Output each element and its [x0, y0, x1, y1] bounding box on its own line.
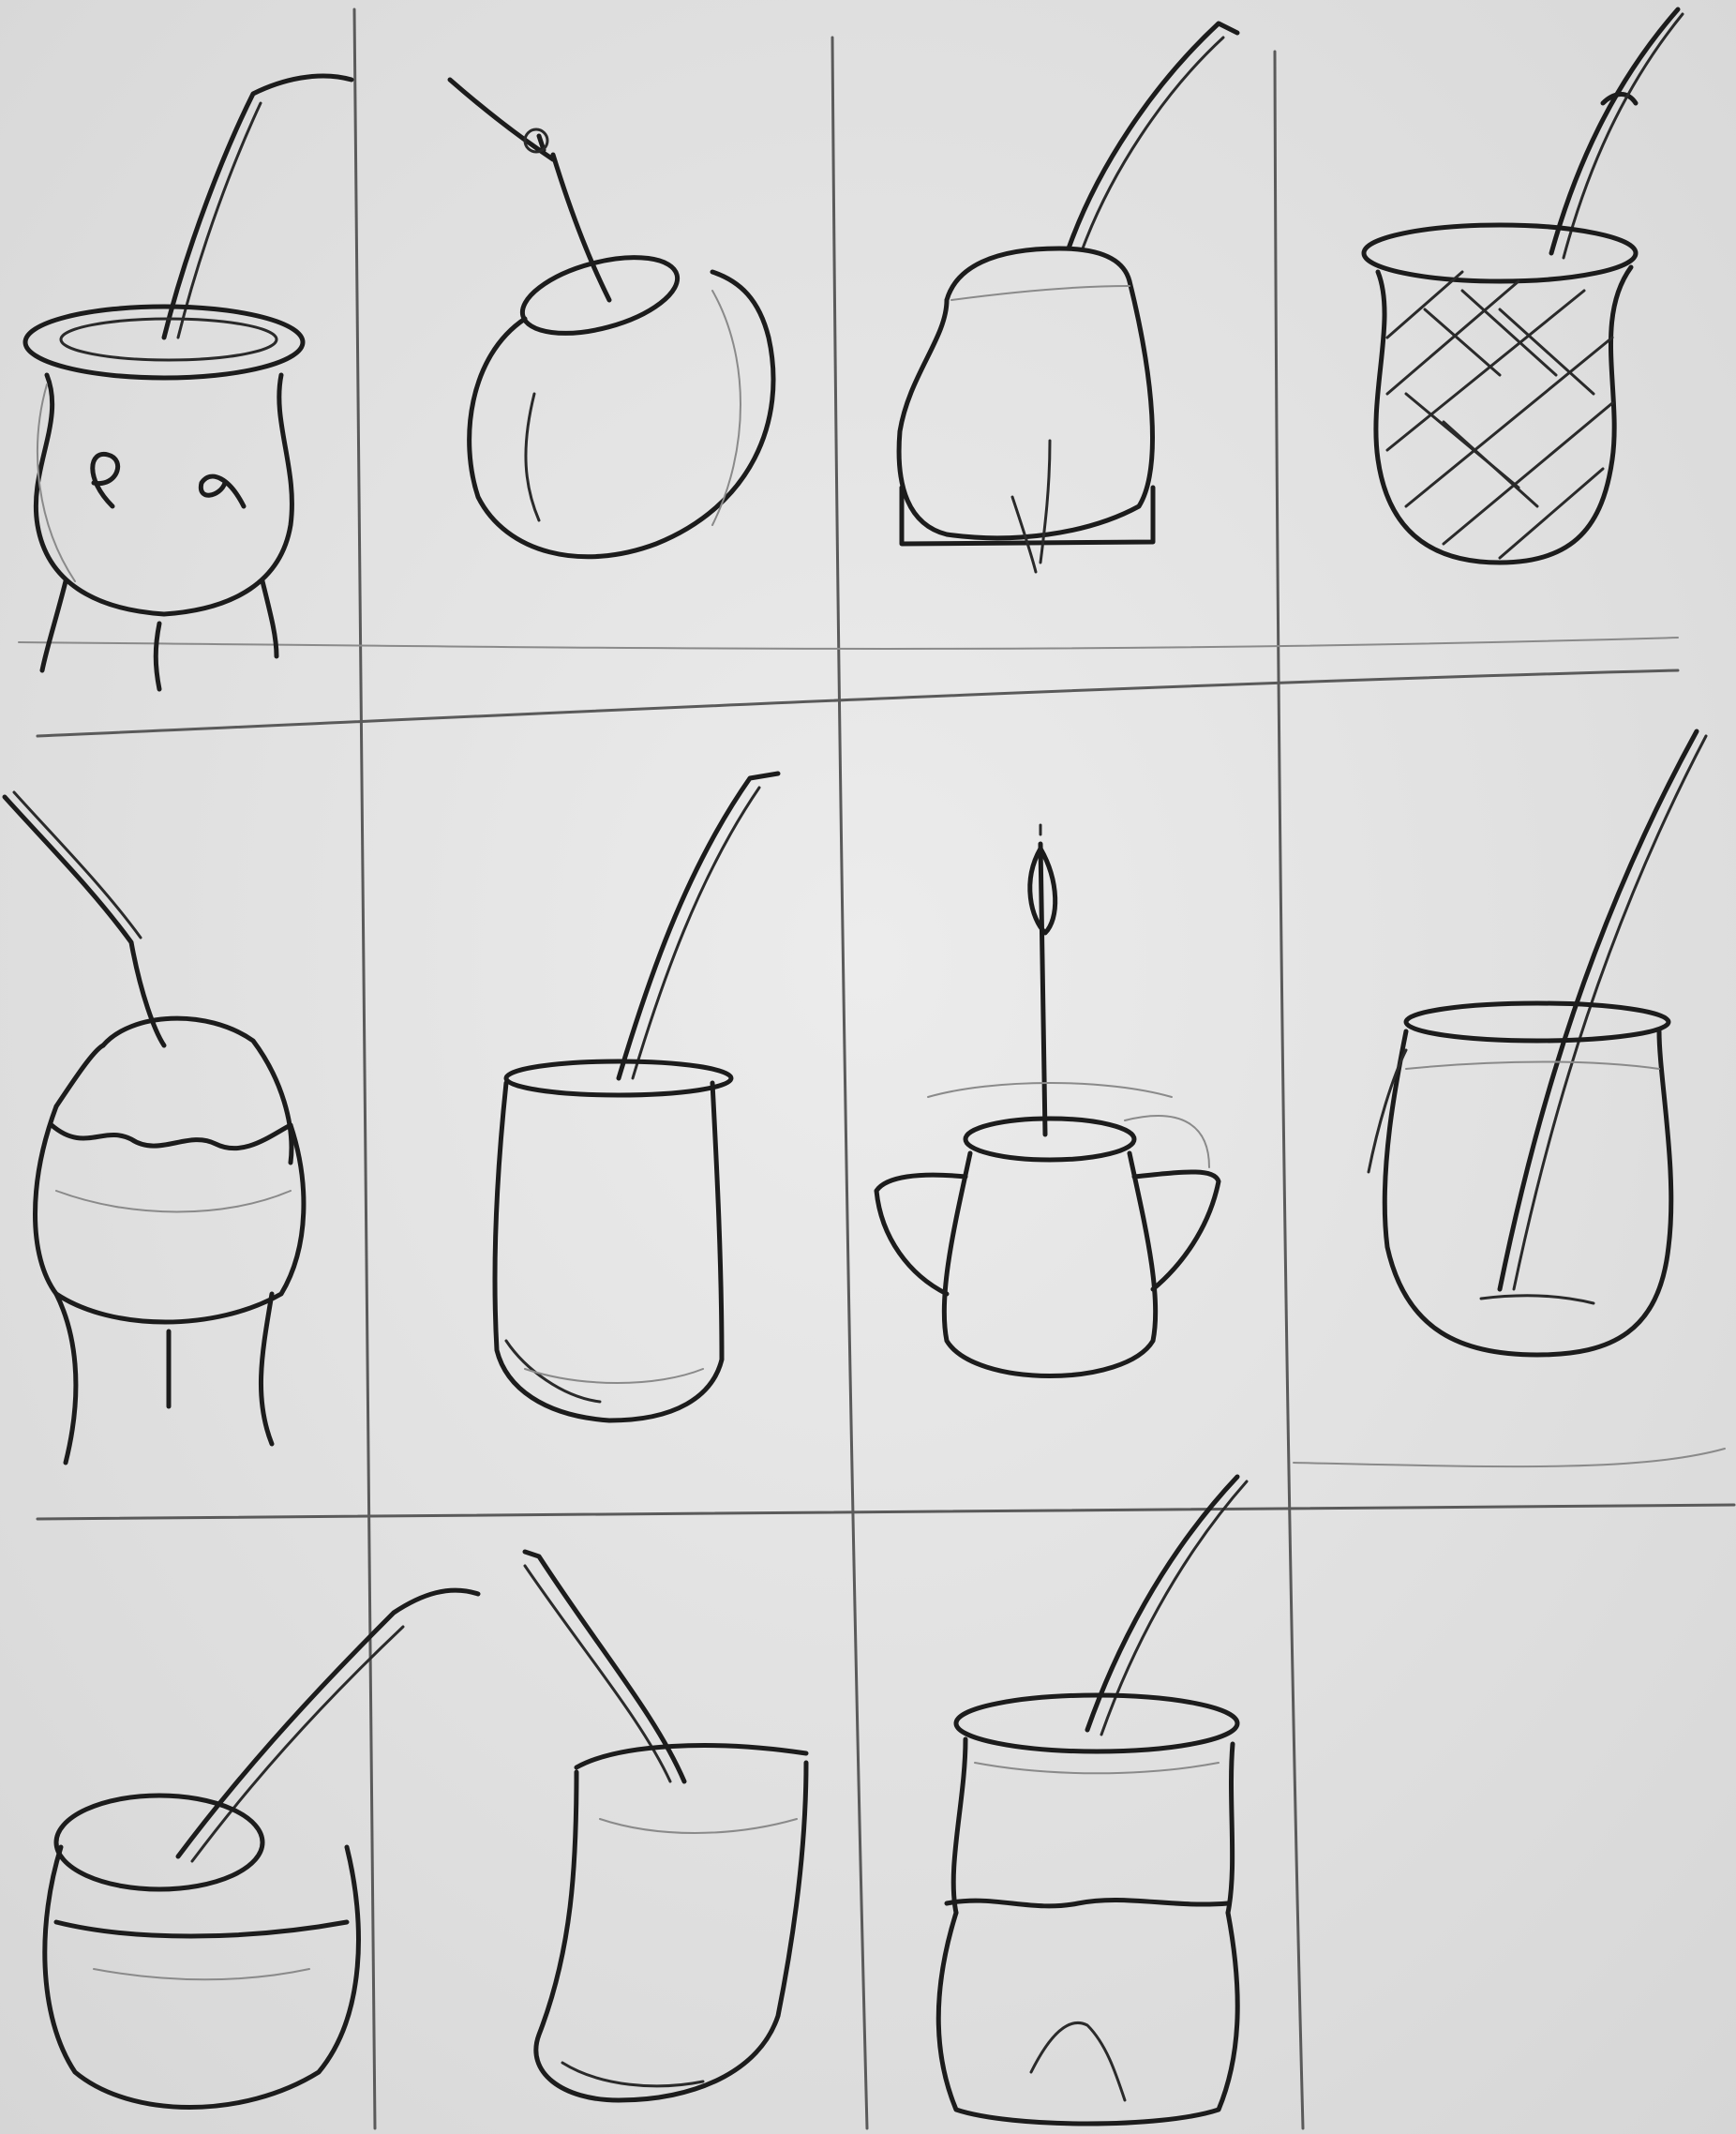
- grid-vertical-line-2: [832, 38, 867, 2128]
- mate-gourd-three-legged-scroll-icon: [25, 76, 352, 689]
- mate-gourd-with-handles-icon: [876, 825, 1219, 1376]
- mate-gourd-with-hairy-band-icon: [938, 1477, 1247, 2124]
- mate-gourd-cylinder-cup-icon: [495, 774, 778, 1420]
- mate-gourd-round-tilted-icon: [450, 80, 773, 557]
- mate-gourd-round-bowl-icon: [45, 1590, 478, 2107]
- mate-gourd-on-square-base-icon: [899, 23, 1237, 572]
- mate-gourd-egg-on-legs-icon: [5, 792, 304, 1463]
- mate-gourd-flared-rim-icon: [1369, 731, 1706, 1355]
- mate-gourd-horn-shaped-icon: [525, 1552, 806, 2100]
- grid-vertical-line-1: [354, 9, 375, 2128]
- grid-horizontal-line-1: [37, 670, 1678, 736]
- grid-horizontal-line-2: [37, 1505, 1734, 1519]
- grid-lines: [19, 9, 1734, 2128]
- mate-gourd-crosshatch-woven-icon: [1364, 9, 1683, 563]
- grid-vertical-line-3: [1275, 52, 1303, 2128]
